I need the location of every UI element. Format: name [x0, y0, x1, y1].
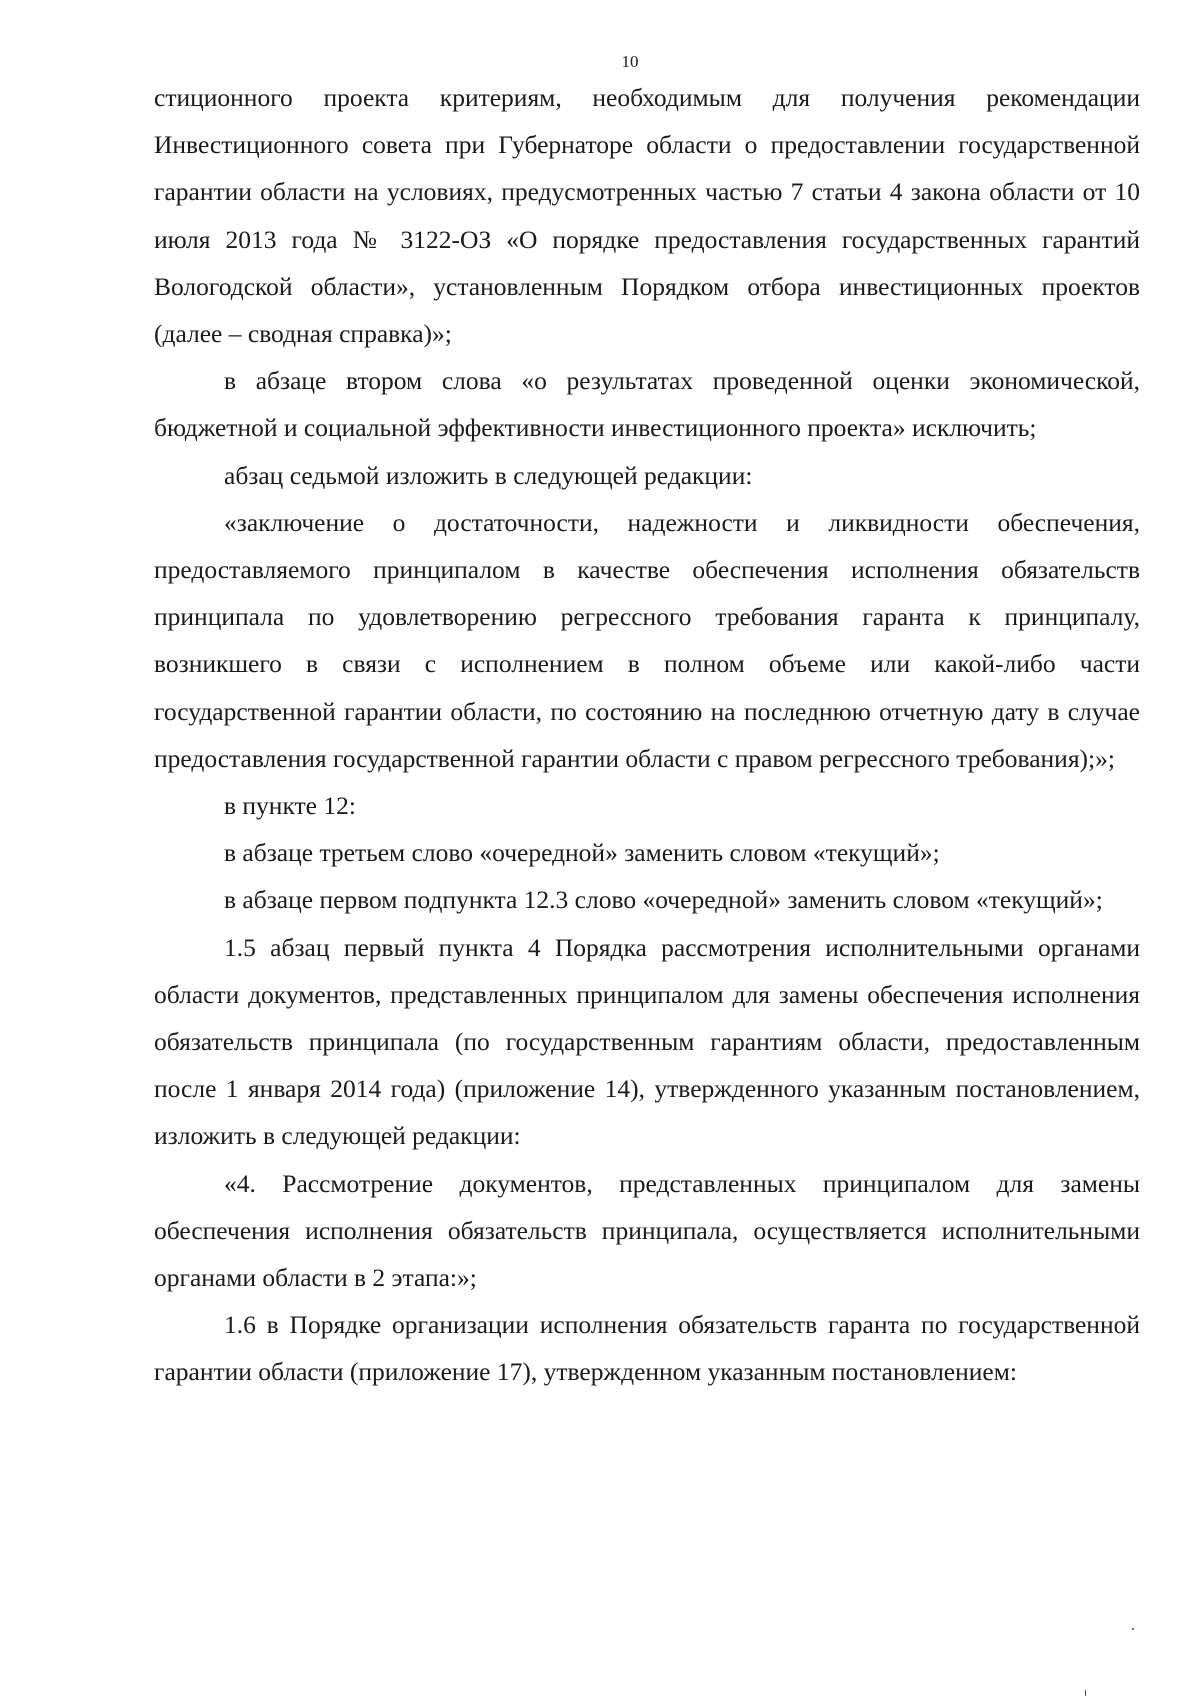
- document-body: [154, 74, 1140, 1396]
- scan-speck: [1132, 1628, 1134, 1630]
- paragraph-9: «4. Рассмотрение документов, представленных принципалом для замены обеспечения исполнения обязательств принципала, осуществляется исполнительными органами области в 2 этапа:»;: [154, 1168, 1140, 1293]
- scan-speck: [1085, 1690, 1086, 1696]
- paragraph-3: абзац седьмой изложить в следующей редакции:: [224, 460, 753, 490]
- paragraph-5: в пункте 12:: [224, 791, 356, 821]
- paragraph-4: «заключение о достаточности, надежности и ликвидности обеспечения, предоставляемого принципалом в качестве обеспечения исполнения обязательств принципала по удовлетворению регрессного требования гаранта к принципалу, возникшего в связи с исполнением в полном объеме или какой-либо части государственной гарантии области, по состоянию на последнюю отчетную дату в случае предоставления государственной гарантии области с правом регрессного требования);»;: [154, 507, 1140, 773]
- paragraph-7: в абзаце первом подпункта 12.3 слово «очередной» заменить словом «текущий»;: [224, 885, 1103, 915]
- paragraph-6: в абзаце третьем слово «очередной» заменить словом «текущий»;: [224, 838, 940, 868]
- paragraph-8: 1.5 абзац первый пункта 4 Порядка рассмотрения исполнительными органами области документов, представленных принципалом для замены обеспечения исполнения обязательств принципала (по государственным гарантиям области, предоставленным после 1 января 2014 года) (приложение 14), утвержденного указанным постановлением, изложить в следующей редакции:: [154, 932, 1140, 1151]
- paragraph-10: 1.6 в Порядке организации исполнения обязательств гаранта по государственной гарантии области (приложение 17), утвержденном указанным постановлением:: [154, 1310, 1140, 1387]
- page-number: 10: [621, 52, 639, 71]
- paragraph-2: в абзаце втором слова «о результатах проведенной оценки экономической, бюджетной и социальной эффективности инвестиционного проекта» исключить;: [154, 366, 1140, 443]
- paragraph-1: стиционного проекта критериям, необходимым для получения рекомендации Инвестиционного совета при Губернаторе области о предоставлении государственной гарантии области на условиях, предусмотренных частью 7 статьи 4 закона области от 10 июля 2013 года № 3122-ОЗ «О порядке предоставления государственных гарантий Вологодской области», установленным Порядком отбора инвестиционных проектов (далее – сводная справка)»;: [154, 83, 1140, 349]
